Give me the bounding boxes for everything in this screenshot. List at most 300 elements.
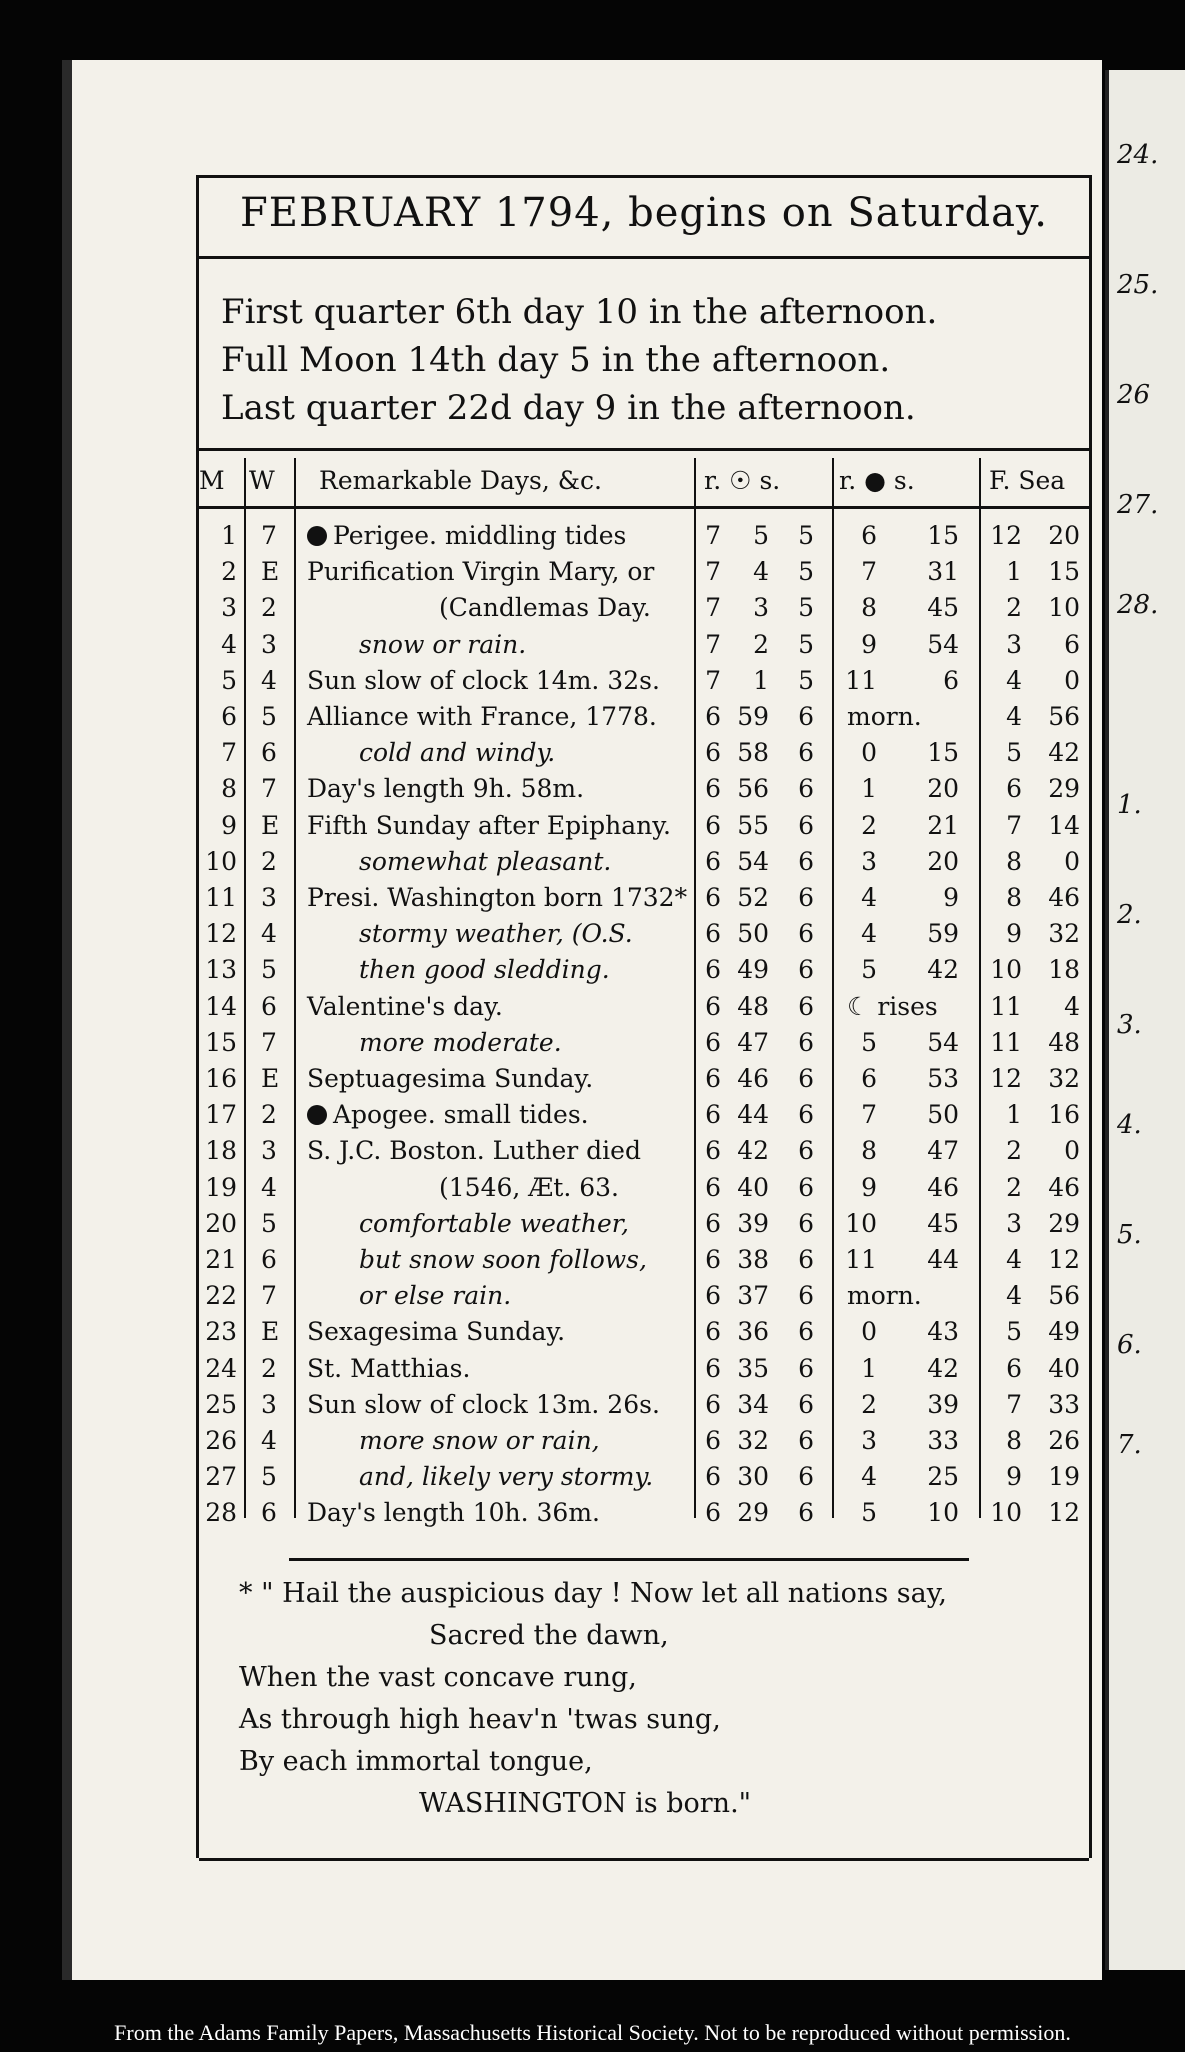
moon-hour: 8 <box>861 1136 877 1166</box>
full-sea-min: 14 <box>1048 810 1080 840</box>
month-day: 24 <box>205 1353 237 1383</box>
moon-phase-icon <box>307 1105 327 1125</box>
moon-min: 44 <box>927 1245 959 1274</box>
full-sea-min: 29 <box>1048 774 1080 804</box>
event-text: more moderate. <box>359 1027 562 1057</box>
title-rule <box>199 256 1089 259</box>
week-day: 6 <box>261 1498 277 1528</box>
table-row <box>199 1025 1089 1061</box>
full-sea-hour: 2 <box>1006 1172 1022 1202</box>
month-day: 15 <box>205 1027 237 1057</box>
sun-set-hour: 6 <box>798 1426 814 1455</box>
sun-rise-min: 38 <box>737 1245 769 1274</box>
sun-rise-hour: 6 <box>705 1208 721 1238</box>
week-day: 4 <box>261 665 277 695</box>
moon-hour: 0 <box>861 738 877 768</box>
moon-min: 6 <box>943 665 959 695</box>
sun-rise-hour: 6 <box>705 1389 721 1419</box>
table-row <box>199 1495 1089 1531</box>
moon-hour: 9 <box>861 629 877 659</box>
sun-rise-min: 54 <box>737 846 769 876</box>
full-sea-hour: 10 <box>990 1498 1022 1528</box>
moon-hour: 8 <box>861 593 877 623</box>
event-text: Apogee. small tides. <box>307 1097 589 1133</box>
sun-rise-hour: 6 <box>705 1064 721 1093</box>
handwritten-note: 3. <box>1117 1010 1142 1040</box>
week-day: 5 <box>261 1208 277 1238</box>
month-day: 7 <box>221 738 237 768</box>
sun-rise-hour: 6 <box>705 1027 721 1057</box>
header-week-day: W <box>249 466 275 495</box>
sun-rise-hour: 7 <box>705 557 721 587</box>
handwritten-note: 27. <box>1117 490 1159 520</box>
sun-set-hour: 5 <box>798 593 814 623</box>
full-sea-min: 46 <box>1048 883 1080 912</box>
event-text: then good sledding. <box>359 955 610 985</box>
sun-rise-hour: 6 <box>705 919 721 949</box>
week-day: 2 <box>261 1100 277 1130</box>
full-sea-min: 0 <box>1064 1136 1080 1166</box>
full-sea-hour: 7 <box>1006 1389 1022 1419</box>
moon-hour: 3 <box>861 846 877 876</box>
moon-min: 33 <box>927 1426 959 1455</box>
sun-set-hour: 6 <box>798 810 814 840</box>
month-day: 2 <box>221 557 237 587</box>
month-day: 12 <box>205 919 237 949</box>
full-sea-hour: 5 <box>1006 1317 1022 1347</box>
full-sea-hour: 10 <box>990 955 1022 985</box>
sun-rise-hour: 6 <box>705 810 721 840</box>
event-text: Alliance with France, 1778. <box>307 702 657 731</box>
moon-hour: 6 <box>861 1064 877 1093</box>
sun-rise-hour: 7 <box>705 665 721 695</box>
moon-hour: 4 <box>861 919 877 949</box>
handwritten-note: 6. <box>1117 1330 1142 1360</box>
moon-min: 54 <box>927 1027 959 1057</box>
full-sea-min: 19 <box>1048 1462 1080 1492</box>
moon-min: 43 <box>927 1317 959 1347</box>
moon-hour: 6 <box>861 521 877 550</box>
sun-rise-hour: 6 <box>705 1462 721 1492</box>
handwritten-note: 26 <box>1117 380 1151 410</box>
moon-phase-last: Last quarter 22d day 9 in the afternoon. <box>221 388 916 428</box>
moon-phases <box>221 288 937 432</box>
header-rule <box>199 506 1089 509</box>
moon-phase-icon <box>307 526 327 546</box>
moon-rise-set: morn. <box>847 1281 922 1311</box>
sun-set-hour: 6 <box>798 846 814 876</box>
moon-min: 45 <box>927 593 959 623</box>
sun-rise-min: 59 <box>737 702 769 731</box>
table-row <box>199 844 1089 880</box>
full-sea-min: 26 <box>1048 1426 1080 1455</box>
sun-set-hour: 6 <box>798 1353 814 1383</box>
event-text: Septuagesima Sunday. <box>307 1064 594 1093</box>
sun-rise-hour: 6 <box>705 738 721 768</box>
table-row <box>199 989 1089 1025</box>
verse-block <box>239 1573 947 1825</box>
full-sea-hour: 8 <box>1006 883 1022 912</box>
handwritten-note: 1. <box>1117 790 1142 820</box>
moon-min: 25 <box>927 1462 959 1492</box>
moon-min: 53 <box>927 1064 959 1093</box>
full-sea-min: 0 <box>1064 665 1080 695</box>
full-sea-hour: 3 <box>1006 629 1022 659</box>
full-sea-hour: 2 <box>1006 1136 1022 1166</box>
sun-rise-hour: 6 <box>705 1281 721 1311</box>
full-sea-min: 42 <box>1048 738 1080 768</box>
event-text: S. J.C. Boston. Luther died <box>307 1136 641 1166</box>
moon-hour: 1 <box>861 774 877 804</box>
full-sea-hour: 8 <box>1006 1426 1022 1455</box>
full-sea-hour: 4 <box>1006 1281 1022 1311</box>
sun-set-hour: 6 <box>798 991 814 1021</box>
full-sea-hour: 6 <box>1006 774 1022 804</box>
sun-rise-min: 37 <box>737 1281 769 1311</box>
moon-hour: 9 <box>861 1172 877 1202</box>
table-row <box>199 735 1089 771</box>
event-text: Day's length 10h. 36m. <box>307 1498 600 1528</box>
table-row <box>199 663 1089 699</box>
sun-set-hour: 6 <box>798 1317 814 1347</box>
sun-set-hour: 6 <box>798 883 814 912</box>
event-text: Presi. Washington born 1732* <box>307 883 688 912</box>
sun-rise-hour: 7 <box>705 521 721 550</box>
moon-hour: 1 <box>861 1353 877 1383</box>
sun-rise-min: 44 <box>737 1100 769 1130</box>
sun-set-hour: 6 <box>798 1208 814 1238</box>
full-sea-min: 12 <box>1048 1245 1080 1274</box>
verse-line: When the vast concave rung, <box>239 1662 637 1693</box>
moon-min: 21 <box>927 810 959 840</box>
full-sea-hour: 1 <box>1006 1100 1022 1130</box>
week-day: 4 <box>261 1426 277 1455</box>
table-row <box>199 1097 1089 1133</box>
week-day: E <box>261 1064 280 1093</box>
full-sea-hour: 9 <box>1006 919 1022 949</box>
event-text: Purification Virgin Mary, or <box>307 557 655 587</box>
full-sea-min: 29 <box>1048 1208 1080 1238</box>
sun-rise-min: 52 <box>737 883 769 912</box>
sun-set-hour: 6 <box>798 1245 814 1274</box>
sun-rise-min: 48 <box>737 991 769 1021</box>
sun-set-hour: 5 <box>798 629 814 659</box>
week-day: 5 <box>261 1462 277 1492</box>
month-day: 17 <box>205 1100 237 1130</box>
table-row <box>199 590 1089 626</box>
moon-min: 39 <box>927 1389 959 1419</box>
full-sea-min: 0 <box>1064 846 1080 876</box>
moon-hour: 0 <box>861 1317 877 1347</box>
table-row <box>199 554 1089 590</box>
sun-set-hour: 5 <box>798 557 814 587</box>
sun-rise-min: 29 <box>737 1498 769 1528</box>
full-sea-hour: 9 <box>1006 1462 1022 1492</box>
event-text: Sun slow of clock 13m. 26s. <box>307 1389 660 1419</box>
sun-set-hour: 6 <box>798 1136 814 1166</box>
full-sea-hour: 4 <box>1006 1245 1022 1274</box>
moon-hour: 5 <box>861 955 877 985</box>
moon-min: 15 <box>927 738 959 768</box>
full-sea-hour: 7 <box>1006 810 1022 840</box>
sun-rise-min: 32 <box>737 1426 769 1455</box>
facing-page-handwriting <box>1105 70 1185 1970</box>
full-sea-min: 32 <box>1048 1064 1080 1093</box>
full-sea-min: 56 <box>1048 702 1080 731</box>
sun-rise-hour: 6 <box>705 1317 721 1347</box>
table-row <box>199 771 1089 807</box>
month-day: 3 <box>221 593 237 623</box>
table-row <box>199 699 1089 735</box>
week-day: E <box>261 810 280 840</box>
week-day: 7 <box>261 521 277 550</box>
almanac-frame <box>196 175 1092 1858</box>
event-text: but snow soon follows, <box>359 1245 647 1274</box>
sun-rise-min: 47 <box>737 1027 769 1057</box>
copyright-footer: From the Adams Family Papers, Massachusetts Historical Society. Not to be reproduced without permission. <box>114 2020 1071 2045</box>
verse-line: * " Hail the auspicious day ! Now let all nations say, <box>239 1578 947 1609</box>
sun-rise-min: 35 <box>737 1353 769 1383</box>
full-sea-hour: 4 <box>1006 702 1022 731</box>
month-day: 8 <box>221 774 237 804</box>
event-text: Sun slow of clock 14m. 32s. <box>307 665 660 695</box>
handwritten-note: 5. <box>1117 1220 1142 1250</box>
table-row <box>199 1351 1089 1387</box>
sun-rise-hour: 6 <box>705 883 721 912</box>
moon-phase-full: Full Moon 14th day 5 in the afternoon. <box>221 340 891 380</box>
moon-hour: 2 <box>861 1389 877 1419</box>
full-sea-min: 20 <box>1048 521 1080 550</box>
sun-rise-hour: 6 <box>705 1100 721 1130</box>
sun-set-hour: 6 <box>798 955 814 985</box>
month-day: 16 <box>205 1064 237 1093</box>
week-day: 3 <box>261 883 277 912</box>
week-day: 7 <box>261 774 277 804</box>
moon-min: 10 <box>927 1498 959 1528</box>
moon-hour: 2 <box>861 810 877 840</box>
full-sea-hour: 6 <box>1006 1353 1022 1383</box>
sun-rise-min: 3 <box>753 593 769 623</box>
sun-rise-min: 58 <box>737 738 769 768</box>
event-text: (1546, Æt. 63. <box>439 1172 619 1202</box>
moon-min: 50 <box>927 1100 959 1130</box>
event-text: Fifth Sunday after Epiphany. <box>307 810 672 840</box>
handwritten-note: 24. <box>1117 140 1159 170</box>
full-sea-hour: 11 <box>990 1027 1022 1057</box>
event-text: snow or rain. <box>359 629 527 659</box>
header-moon-rise-set: r. ● s. <box>839 466 915 495</box>
full-sea-min: 46 <box>1048 1172 1080 1202</box>
verse-line: As through high heav'n 'twas sung, <box>239 1704 721 1735</box>
table-row <box>199 1423 1089 1459</box>
full-sea-min: 40 <box>1048 1353 1080 1383</box>
month-day: 21 <box>205 1245 237 1274</box>
table-row <box>199 1170 1089 1206</box>
table-row <box>199 916 1089 952</box>
week-day: 2 <box>261 846 277 876</box>
sun-rise-min: 56 <box>737 774 769 804</box>
sun-rise-hour: 6 <box>705 1245 721 1274</box>
event-text: stormy weather, (O.S. <box>359 919 633 949</box>
full-sea-hour: 8 <box>1006 846 1022 876</box>
sun-set-hour: 6 <box>798 1100 814 1130</box>
sun-rise-min: 36 <box>737 1317 769 1347</box>
sun-rise-hour: 6 <box>705 846 721 876</box>
header-full-sea: F. Sea <box>989 466 1066 495</box>
full-sea-min: 18 <box>1048 955 1080 985</box>
moon-hour: 4 <box>861 1462 877 1492</box>
moon-min: 47 <box>927 1136 959 1166</box>
sun-rise-min: 1 <box>753 665 769 695</box>
table-row <box>199 518 1089 554</box>
week-day: 5 <box>261 955 277 985</box>
handwritten-note: 7. <box>1117 1430 1142 1460</box>
moon-hour: 4 <box>861 883 877 912</box>
full-sea-hour: 5 <box>1006 738 1022 768</box>
sun-set-hour: 6 <box>798 919 814 949</box>
sun-rise-hour: 7 <box>705 593 721 623</box>
event-text: Valentine's day. <box>307 991 503 1021</box>
sun-rise-min: 30 <box>737 1462 769 1492</box>
sun-set-hour: 6 <box>798 1498 814 1528</box>
event-text: Day's length 9h. 58m. <box>307 774 585 804</box>
verse-top-rule <box>289 1558 969 1561</box>
sun-rise-min: 40 <box>737 1172 769 1202</box>
moon-rise-set: morn. <box>847 702 922 731</box>
moon-min: 45 <box>927 1208 959 1238</box>
full-sea-min: 4 <box>1064 991 1080 1021</box>
month-day: 28 <box>205 1498 237 1528</box>
event-text: St. Matthias. <box>307 1353 471 1383</box>
table-row <box>199 952 1089 988</box>
sun-set-hour: 6 <box>798 774 814 804</box>
full-sea-min: 16 <box>1048 1100 1080 1130</box>
sun-rise-min: 49 <box>737 955 769 985</box>
full-sea-min: 33 <box>1048 1389 1080 1419</box>
sun-rise-hour: 6 <box>705 702 721 731</box>
full-sea-min: 56 <box>1048 1281 1080 1311</box>
table-row <box>199 1206 1089 1242</box>
verse-line: WASHINGTON is born." <box>419 1788 752 1819</box>
sun-set-hour: 6 <box>798 1281 814 1311</box>
week-day: 2 <box>261 593 277 623</box>
month-day: 19 <box>205 1172 237 1202</box>
page-title: FEBRUARY 1794, begins on Saturday. <box>240 190 1048 236</box>
moon-min: 31 <box>927 557 959 587</box>
table-row <box>199 1278 1089 1314</box>
week-day: 2 <box>261 1353 277 1383</box>
full-sea-hour: 11 <box>990 991 1022 1021</box>
moon-hour: 11 <box>845 1245 877 1274</box>
sun-set-hour: 6 <box>798 1462 814 1492</box>
sun-set-hour: 6 <box>798 738 814 768</box>
month-day: 6 <box>221 702 237 731</box>
month-day: 5 <box>221 665 237 695</box>
sun-rise-hour: 6 <box>705 1498 721 1528</box>
sun-rise-min: 39 <box>737 1208 769 1238</box>
moon-rise-set: ☾ rises <box>847 991 938 1021</box>
sun-set-hour: 6 <box>798 1064 814 1093</box>
month-day: 14 <box>205 991 237 1021</box>
full-sea-min: 6 <box>1064 629 1080 659</box>
event-text: more snow or rain, <box>359 1426 600 1455</box>
full-sea-min: 15 <box>1048 557 1080 587</box>
full-sea-min: 32 <box>1048 919 1080 949</box>
sun-rise-hour: 6 <box>705 955 721 985</box>
event-text: (Candlemas Day. <box>439 593 651 623</box>
week-day: E <box>261 557 280 587</box>
full-sea-hour: 2 <box>1006 593 1022 623</box>
moon-min: 59 <box>927 919 959 949</box>
moon-hour: 7 <box>861 557 877 587</box>
table-row <box>199 1459 1089 1495</box>
handwritten-note: 28. <box>1117 590 1159 620</box>
sun-rise-hour: 6 <box>705 1172 721 1202</box>
table-row <box>199 1061 1089 1097</box>
sun-set-hour: 6 <box>798 1389 814 1419</box>
moon-min: 46 <box>927 1172 959 1202</box>
sun-rise-hour: 6 <box>705 1353 721 1383</box>
event-text: and, likely very stormy. <box>359 1462 654 1492</box>
event-text: Perigee. middling tides <box>307 518 626 554</box>
month-day: 1 <box>221 521 237 550</box>
week-day: 7 <box>261 1281 277 1311</box>
sun-set-hour: 5 <box>798 665 814 695</box>
moon-min: 20 <box>927 846 959 876</box>
table-row <box>199 808 1089 844</box>
week-day: 4 <box>261 919 277 949</box>
moon-hour: 10 <box>845 1208 877 1238</box>
sun-set-hour: 6 <box>798 1172 814 1202</box>
moon-hour: 11 <box>845 665 877 695</box>
table-row <box>199 1314 1089 1350</box>
full-sea-min: 48 <box>1048 1027 1080 1057</box>
week-day: 5 <box>261 702 277 731</box>
week-day: 4 <box>261 1172 277 1202</box>
month-day: 10 <box>205 846 237 876</box>
full-sea-hour: 1 <box>1006 557 1022 587</box>
sun-rise-hour: 6 <box>705 991 721 1021</box>
week-day: E <box>261 1317 280 1347</box>
sun-rise-hour: 6 <box>705 774 721 804</box>
bottom-rule <box>199 1858 1089 1861</box>
month-day: 18 <box>205 1136 237 1166</box>
week-day: 3 <box>261 629 277 659</box>
moon-min: 54 <box>927 629 959 659</box>
event-text: or else rain. <box>359 1281 512 1311</box>
moon-min: 20 <box>927 774 959 804</box>
month-day: 9 <box>221 810 237 840</box>
verse-line: Sacred the dawn, <box>429 1620 669 1651</box>
sun-set-hour: 5 <box>798 521 814 550</box>
moon-hour: 7 <box>861 1100 877 1130</box>
event-text: cold and windy. <box>359 738 556 768</box>
table-header <box>199 456 1089 506</box>
event-text: Sexagesima Sunday. <box>307 1317 566 1347</box>
week-day: 6 <box>261 738 277 768</box>
table-row <box>199 1133 1089 1169</box>
full-sea-hour: 12 <box>990 1064 1022 1093</box>
week-day: 6 <box>261 1245 277 1274</box>
moon-hour: 5 <box>861 1027 877 1057</box>
full-sea-min: 10 <box>1048 593 1080 623</box>
month-day: 4 <box>221 629 237 659</box>
full-sea-min: 49 <box>1048 1317 1080 1347</box>
header-month-day: M <box>199 466 225 495</box>
table-row <box>199 880 1089 916</box>
week-day: 3 <box>261 1389 277 1419</box>
month-day: 23 <box>205 1317 237 1347</box>
